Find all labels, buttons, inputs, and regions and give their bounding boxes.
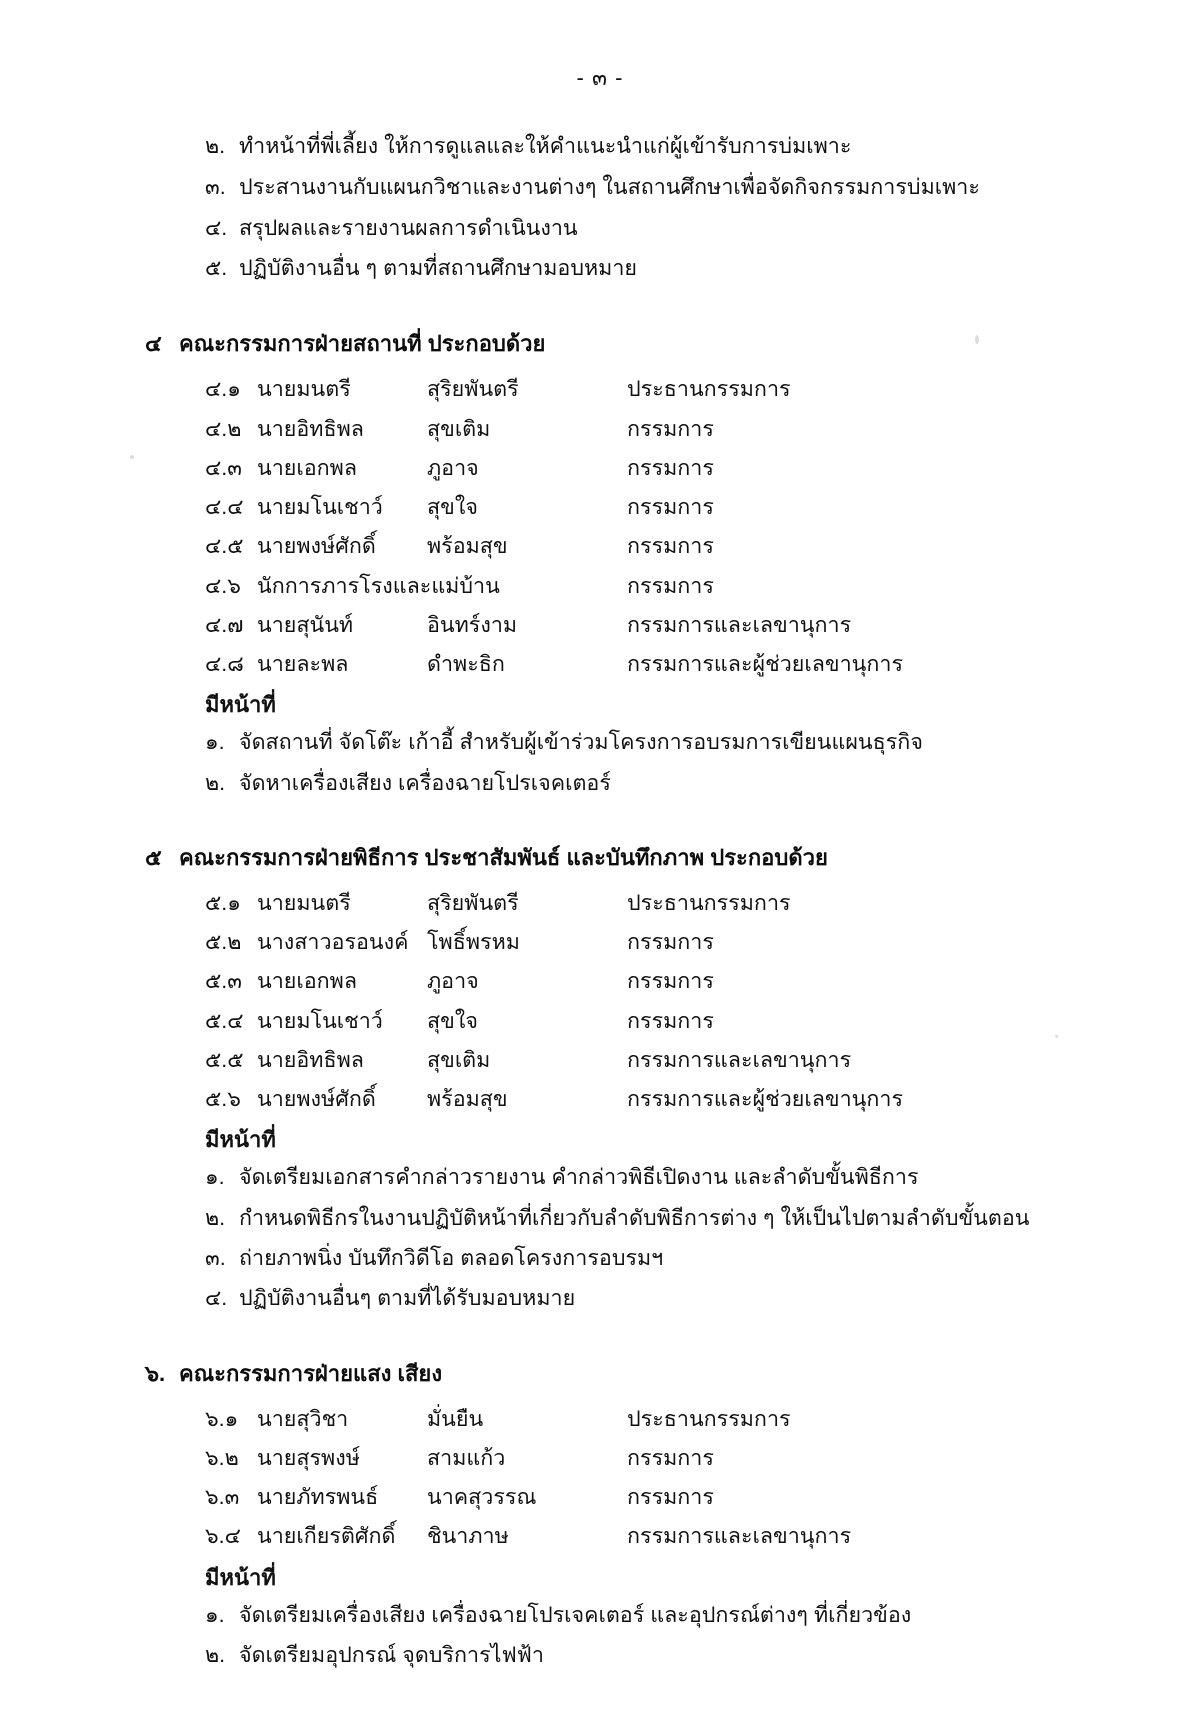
member-name: นายมโนเชาว์: [257, 1008, 383, 1033]
member-index: ๕.๖: [205, 1087, 241, 1112]
member-name: นายสุรพงษ์: [257, 1445, 360, 1470]
duties-label: มีหน้าที่: [205, 1564, 276, 1590]
member-surname: โพธิ์พรหม: [427, 930, 520, 955]
list-item: [205, 1202, 1105, 1235]
member-surname: ชินาภาษ: [427, 1524, 509, 1549]
section-title: คณะกรรมการฝ่ายสถานที่ ประกอบด้วย: [179, 331, 546, 357]
member-surname: ภูอาจ: [427, 969, 479, 994]
member-name: นายอิทธิพล: [257, 416, 364, 441]
list-item-text: ปฏิบัติงานอื่นๆ ตามที่ได้รับมอบหมาย: [239, 1286, 576, 1311]
list-item-number: ๔.: [205, 215, 228, 240]
table-row: [205, 1005, 1105, 1037]
member-index: ๔.๕: [205, 534, 244, 559]
member-role: กรรมการและเลขานุการ: [627, 1047, 852, 1072]
member-table: [205, 887, 1105, 1116]
list-item-text: จัดเตรียมอุปกรณ์ จุดบริการไฟฟ้า: [239, 1643, 544, 1667]
member-name: นักการภารโรงและแม่บ้าน: [257, 573, 500, 598]
member-role: กรรมการ: [627, 573, 714, 598]
section-title: คณะกรรมการฝ่ายแสง เสียง: [179, 1360, 443, 1386]
member-role: ประธานกรรมการ: [627, 1406, 791, 1431]
duties-list: [205, 1599, 1105, 1673]
table-row: [205, 965, 1105, 997]
member-index: ๖.๓: [205, 1485, 240, 1510]
section-committee-lighting-sound: [95, 1356, 1105, 1673]
table-row: [205, 926, 1105, 958]
member-role: กรรมการ: [627, 534, 714, 559]
member-index: ๔.๖: [205, 573, 241, 598]
member-role: กรรมการและผู้ช่วยเลขานุการ: [627, 652, 903, 677]
member-name: นายอิทธิพล: [257, 1047, 364, 1072]
table-row: [205, 1403, 1105, 1435]
member-table: [205, 1403, 1105, 1553]
table-row: [205, 491, 1105, 523]
scan-speck: [975, 335, 979, 344]
list-item-number: ๓.: [205, 174, 226, 199]
duties-list: [205, 726, 1105, 800]
list-item-text: สรุปผลและรายงานผลการดำเนินงาน: [239, 215, 578, 240]
member-index: ๕.๕: [205, 1047, 244, 1072]
list-item-text: จัดสถานที่ จัดโต๊ะ เก้าอี้ สำหรับผู้เข้าร่วมโครงการอบรมการเขียนแผนธุรกิจ: [239, 730, 923, 755]
member-role: กรรมการ: [627, 1008, 714, 1033]
list-item: [205, 1242, 1105, 1275]
list-item: [205, 1161, 1105, 1194]
member-role: กรรมการ: [627, 495, 714, 520]
table-row: [205, 648, 1105, 680]
list-item: [205, 1639, 1105, 1672]
member-surname: สุขใจ: [427, 495, 478, 520]
list-item-text: ทำหน้าที่พี่เลี้ยง ให้การดูแลและให้คำแนะนำแก่ผู้เข้ารับการบ่มเพาะ: [239, 134, 852, 158]
list-item: [205, 211, 1105, 246]
list-item-number: ๑.: [205, 730, 225, 755]
scan-speck: [1055, 1035, 1058, 1038]
table-row: [205, 1044, 1105, 1076]
section-heading: [145, 326, 1105, 361]
list-item-number: ๑.: [205, 1602, 225, 1627]
member-index: ๔.๘: [205, 652, 244, 677]
member-index: ๕.๓: [205, 969, 242, 994]
member-name: นายเอกพล: [257, 455, 357, 480]
member-index: ๔.๑: [205, 377, 241, 402]
table-row: [205, 452, 1105, 484]
table-row: [205, 373, 1105, 405]
table-row: [205, 530, 1105, 562]
list-item-number: ๕.: [205, 256, 228, 281]
member-surname: นาคสุวรรณ: [427, 1485, 537, 1510]
duties-label: มีหน้าที่: [205, 692, 276, 718]
list-item-number: ๑.: [205, 1165, 225, 1190]
member-surname: พร้อมสุข: [427, 1087, 508, 1112]
member-name: นายเอกพล: [257, 969, 357, 994]
list-item-number: ๒.: [205, 1643, 226, 1667]
member-index: ๕.๔: [205, 1008, 244, 1033]
list-item-number: ๒.: [205, 134, 226, 158]
member-index: ๕.๒: [205, 930, 242, 955]
member-name: นางสาวอรอนงค์: [257, 930, 409, 955]
member-role: กรรมการ: [627, 455, 714, 480]
list-item: [205, 1599, 1105, 1632]
member-role: กรรมการ: [627, 969, 714, 994]
member-surname: ดำพะธิก: [427, 652, 505, 677]
continuation-list: [205, 129, 1105, 286]
section-heading: [145, 840, 1105, 875]
list-item-number: ๒.: [205, 770, 226, 795]
list-item: [205, 251, 1105, 286]
table-row: [205, 1083, 1105, 1115]
member-role: กรรมการ: [627, 1485, 714, 1510]
scan-speck: [130, 455, 134, 459]
section-number: ๔: [145, 331, 162, 357]
member-name: นายเกียรติศักดิ์: [257, 1524, 396, 1549]
member-surname: ภูอาจ: [427, 455, 479, 480]
table-row: [205, 887, 1105, 919]
member-role: ประธานกรรมการ: [627, 890, 791, 915]
section-committee-venue: [95, 326, 1105, 800]
member-role: กรรมการ: [627, 1445, 714, 1470]
member-role: กรรมการและเลขานุการ: [627, 612, 852, 637]
table-row: [205, 1481, 1105, 1513]
member-name: นายมนตรี: [257, 890, 351, 915]
member-table: [205, 373, 1105, 680]
table-row: [205, 1520, 1105, 1552]
duties-label: มีหน้าที่: [205, 1127, 276, 1153]
page-number: - ๓ -: [576, 65, 624, 90]
member-index: ๖.๔: [205, 1524, 241, 1549]
member-index: ๖.๑: [205, 1406, 239, 1431]
list-item-text: จัดหาเครื่องเสียง เครื่องฉายโปรเจคเตอร์: [239, 770, 611, 795]
member-name: นายภัทรพนธ์: [257, 1485, 379, 1510]
member-surname: สุริยพันตรี: [427, 890, 519, 915]
list-item: [205, 170, 1105, 205]
list-item: [205, 1282, 1105, 1315]
member-role: กรรมการและเลขานุการ: [627, 1524, 852, 1549]
list-item-text: กำหนดพิธีกรในงานปฏิบัติหน้าที่เกี่ยวกับลำดับพิธีการต่าง ๆ ให้เป็นไปตามลำดับขั้นตอน: [239, 1205, 1030, 1230]
list-item-number: ๓.: [205, 1246, 226, 1271]
table-row: [205, 570, 1105, 602]
list-item: [205, 726, 1105, 759]
member-index: ๔.๓: [205, 455, 242, 480]
member-surname: สุขเติม: [427, 416, 491, 441]
member-role: ประธานกรรมการ: [627, 377, 791, 402]
member-name: นายสุวิชา: [257, 1406, 349, 1431]
list-item-number: ๔.: [205, 1286, 228, 1311]
member-name: นายพงษ์ศักดิ์: [257, 1087, 376, 1112]
member-name: นายละพล: [257, 652, 349, 677]
member-surname: สุขใจ: [427, 1008, 478, 1033]
section-number: ๖.: [145, 1360, 166, 1386]
member-name: นายมนตรี: [257, 377, 351, 402]
list-item-text: ถ่ายภาพนิ่ง บันทึกวิดีโอ ตลอดโครงการอบรมฯ: [239, 1246, 664, 1271]
member-name: นายพงษ์ศักดิ์: [257, 534, 376, 559]
member-role: กรรมการและผู้ช่วยเลขานุการ: [627, 1087, 903, 1112]
section-title: คณะกรรมการฝ่ายพิธีการ ประชาสัมพันธ์ และบันทึกภาพ ประกอบด้วย: [179, 844, 828, 870]
list-item-text: ปฏิบัติงานอื่น ๆ ตามที่สถานศึกษามอบหมาย: [239, 256, 638, 281]
table-row: [205, 413, 1105, 445]
member-surname: สุขเติม: [427, 1047, 491, 1072]
table-row: [205, 1442, 1105, 1474]
member-index: ๖.๒: [205, 1445, 239, 1470]
member-index: ๔.๗: [205, 612, 244, 637]
section-number: ๕: [145, 844, 162, 870]
member-role: กรรมการ: [627, 930, 714, 955]
list-item-number: ๒.: [205, 1205, 226, 1230]
list-item-text: จัดเตรียมเอกสารคำกล่าวรายงาน คำกล่าวพิธีเปิดงาน และลำดับขั้นพิธีการ: [239, 1165, 919, 1190]
list-item: [205, 129, 1105, 164]
member-surname: มั่นยืน: [427, 1406, 484, 1431]
member-name: นายสุนันท์: [257, 612, 354, 637]
member-surname: อินทร์งาม: [427, 612, 518, 637]
member-name: นายมโนเชาว์: [257, 495, 383, 520]
member-role: กรรมการ: [627, 416, 714, 441]
member-index: ๕.๑: [205, 890, 241, 915]
member-index: ๔.๔: [205, 495, 244, 520]
list-item-text: ประสานงานกับแผนกวิชาและงานต่างๆ ในสถานศึกษาเพื่อจัดกิจกรรมการบ่มเพาะ: [239, 174, 980, 199]
member-index: ๔.๒: [205, 416, 242, 441]
member-surname: สุริยพันตรี: [427, 377, 519, 402]
member-surname: สามแก้ว: [427, 1445, 506, 1470]
table-row: [205, 609, 1105, 641]
duties-list: [205, 1161, 1105, 1315]
section-committee-ceremony: [95, 840, 1105, 1316]
list-item: [205, 767, 1105, 800]
member-surname: พร้อมสุข: [427, 534, 508, 559]
section-heading: [145, 1356, 1105, 1391]
list-item-text: จัดเตรียมเครื่องเสียง เครื่องฉายโปรเจคเตอร์ และอุปกรณ์ต่างๆ ที่เกี่ยวข้อง: [239, 1602, 912, 1627]
